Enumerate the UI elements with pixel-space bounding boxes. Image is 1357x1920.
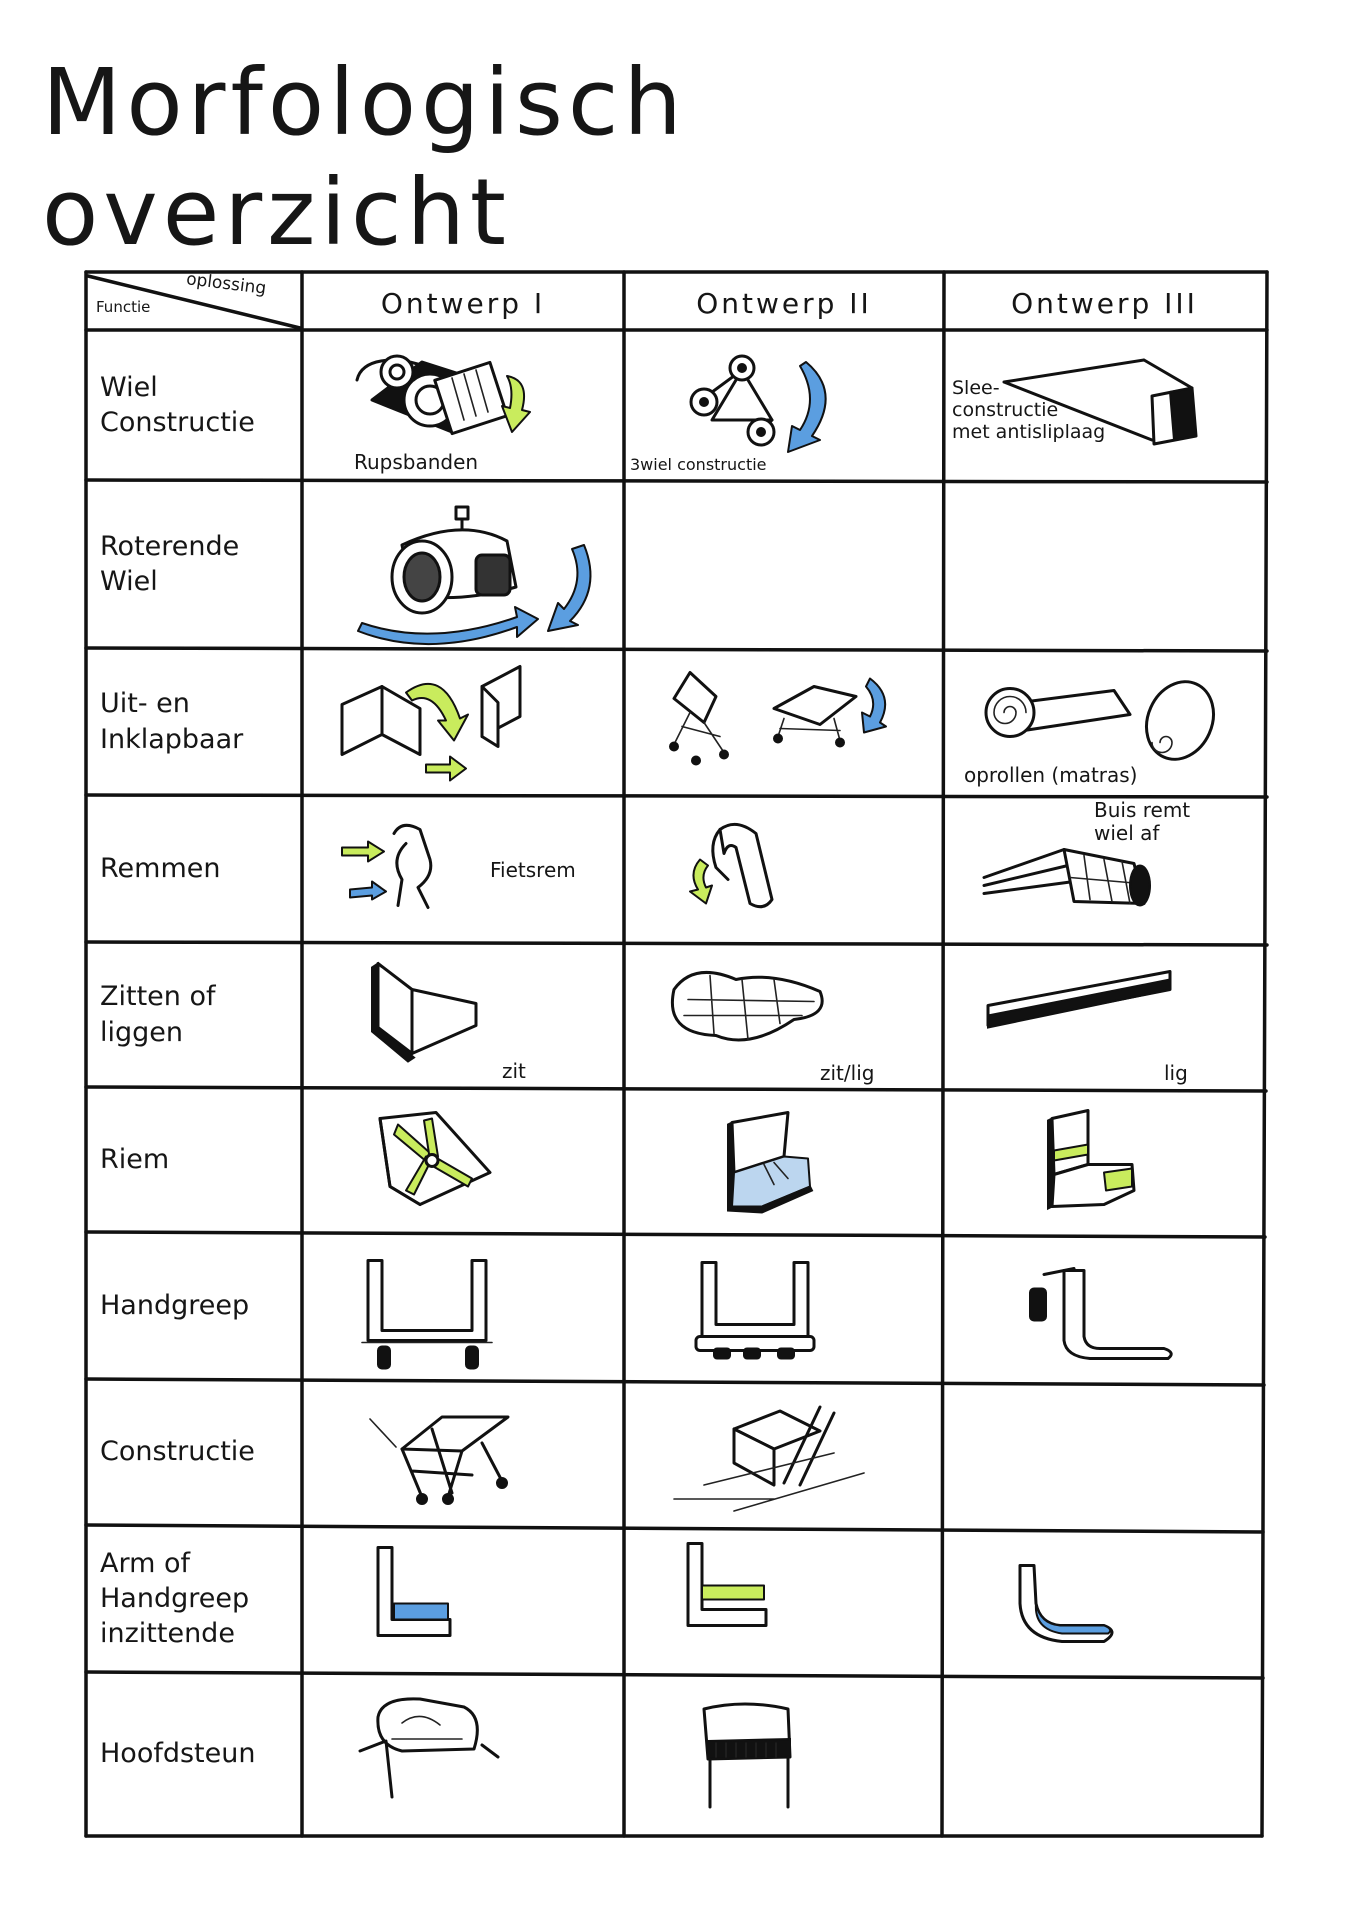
row-label-3: Uit- en Inklapbaar [100,688,244,755]
table-cell [944,1087,1265,1232]
table-cell [624,942,944,1087]
row-label-8: Constructie [100,1436,255,1468]
table-cell [624,1379,944,1525]
corner-label-function: Functie [96,298,151,316]
frame-rails-sketch [624,1379,944,1525]
u-handle-wheels-sketch [302,1232,624,1379]
row-label-4: Remmen [100,852,221,884]
table-cell [624,795,944,942]
column-header-ontwerp-3: Ontwerp III [1011,286,1198,320]
column-header-ontwerp-2: Ontwerp II [696,286,872,320]
corner-label-solution: oplossing [185,269,268,299]
table-cell [624,330,944,480]
rotating-wheel-sketch [302,480,624,648]
table-cell [944,942,1265,1087]
table-cell [302,330,624,480]
table-cell [624,1232,944,1379]
table-cell [302,1525,624,1672]
armrest-curved-sketch [944,1525,1265,1672]
row-label-6: Riem [100,1143,170,1175]
lever-brake-sketch [624,795,944,942]
frame-legs-sketch [302,1379,624,1525]
sketch-caption: zit/lig [820,1061,875,1085]
row-label-2: Roterende Wiel [100,530,240,597]
side-handle-sketch [944,1232,1265,1379]
table-cell [624,1672,944,1836]
table-cell [944,1232,1265,1379]
harness-belt-sketch [302,1087,624,1232]
headrest-block-sketch [624,1672,944,1836]
sketch-caption: Buis remt wiel af [1094,798,1191,845]
sketch-caption: oprollen (matras) [964,763,1138,787]
table-cell [302,1672,624,1836]
row-label-9: Arm of Handgreep inzittende [100,1547,250,1650]
sketch-caption: Fietsrem [490,858,576,882]
table-cell [302,480,624,648]
table-cell [302,1087,624,1232]
armrest-blue-sketch [302,1525,624,1672]
table-cell [302,648,624,795]
row-label-10: Hoofdsteun [100,1738,256,1770]
table-cell [944,1525,1265,1672]
row-label-5: Zitten of liggen [100,981,216,1048]
row-label-1: Wiel Constructie [100,371,255,438]
cushion-sketch [624,942,944,1087]
table-cell [944,330,1265,480]
lap-belt-sketch [944,1087,1265,1232]
table-cell [624,1087,944,1232]
table-cell [302,1232,624,1379]
sketch-caption: 3wiel constructie [630,454,767,474]
table-cell [624,1525,944,1672]
sketch-caption: lig [1164,1061,1188,1085]
sketch-caption: Rupsbanden [354,450,479,474]
armrest-lime-sketch [624,1525,944,1672]
seat-sketch [302,942,624,1087]
table-cell [302,942,624,1087]
table-cell [944,648,1265,795]
table-cell [624,648,944,795]
row-label-7: Handgreep [100,1289,250,1321]
column-header-ontwerp-1: Ontwerp I [380,286,546,320]
sketch-caption: Slee- constructie met antisliplaag [952,377,1106,443]
page-title: Morfologisch overzicht [42,49,687,267]
folding-chair-sketch [624,648,944,795]
seat-belt-sketch [624,1087,944,1232]
table-cell [302,1379,624,1525]
flat-board-sketch [944,942,1265,1087]
table-cell [944,795,1265,942]
sketch-caption: zit [502,1059,526,1083]
table-cell [302,795,624,942]
u-handle-base-sketch [624,1232,944,1379]
folding-panels-sketch [302,648,624,795]
headrest-pillow-sketch [302,1672,624,1836]
